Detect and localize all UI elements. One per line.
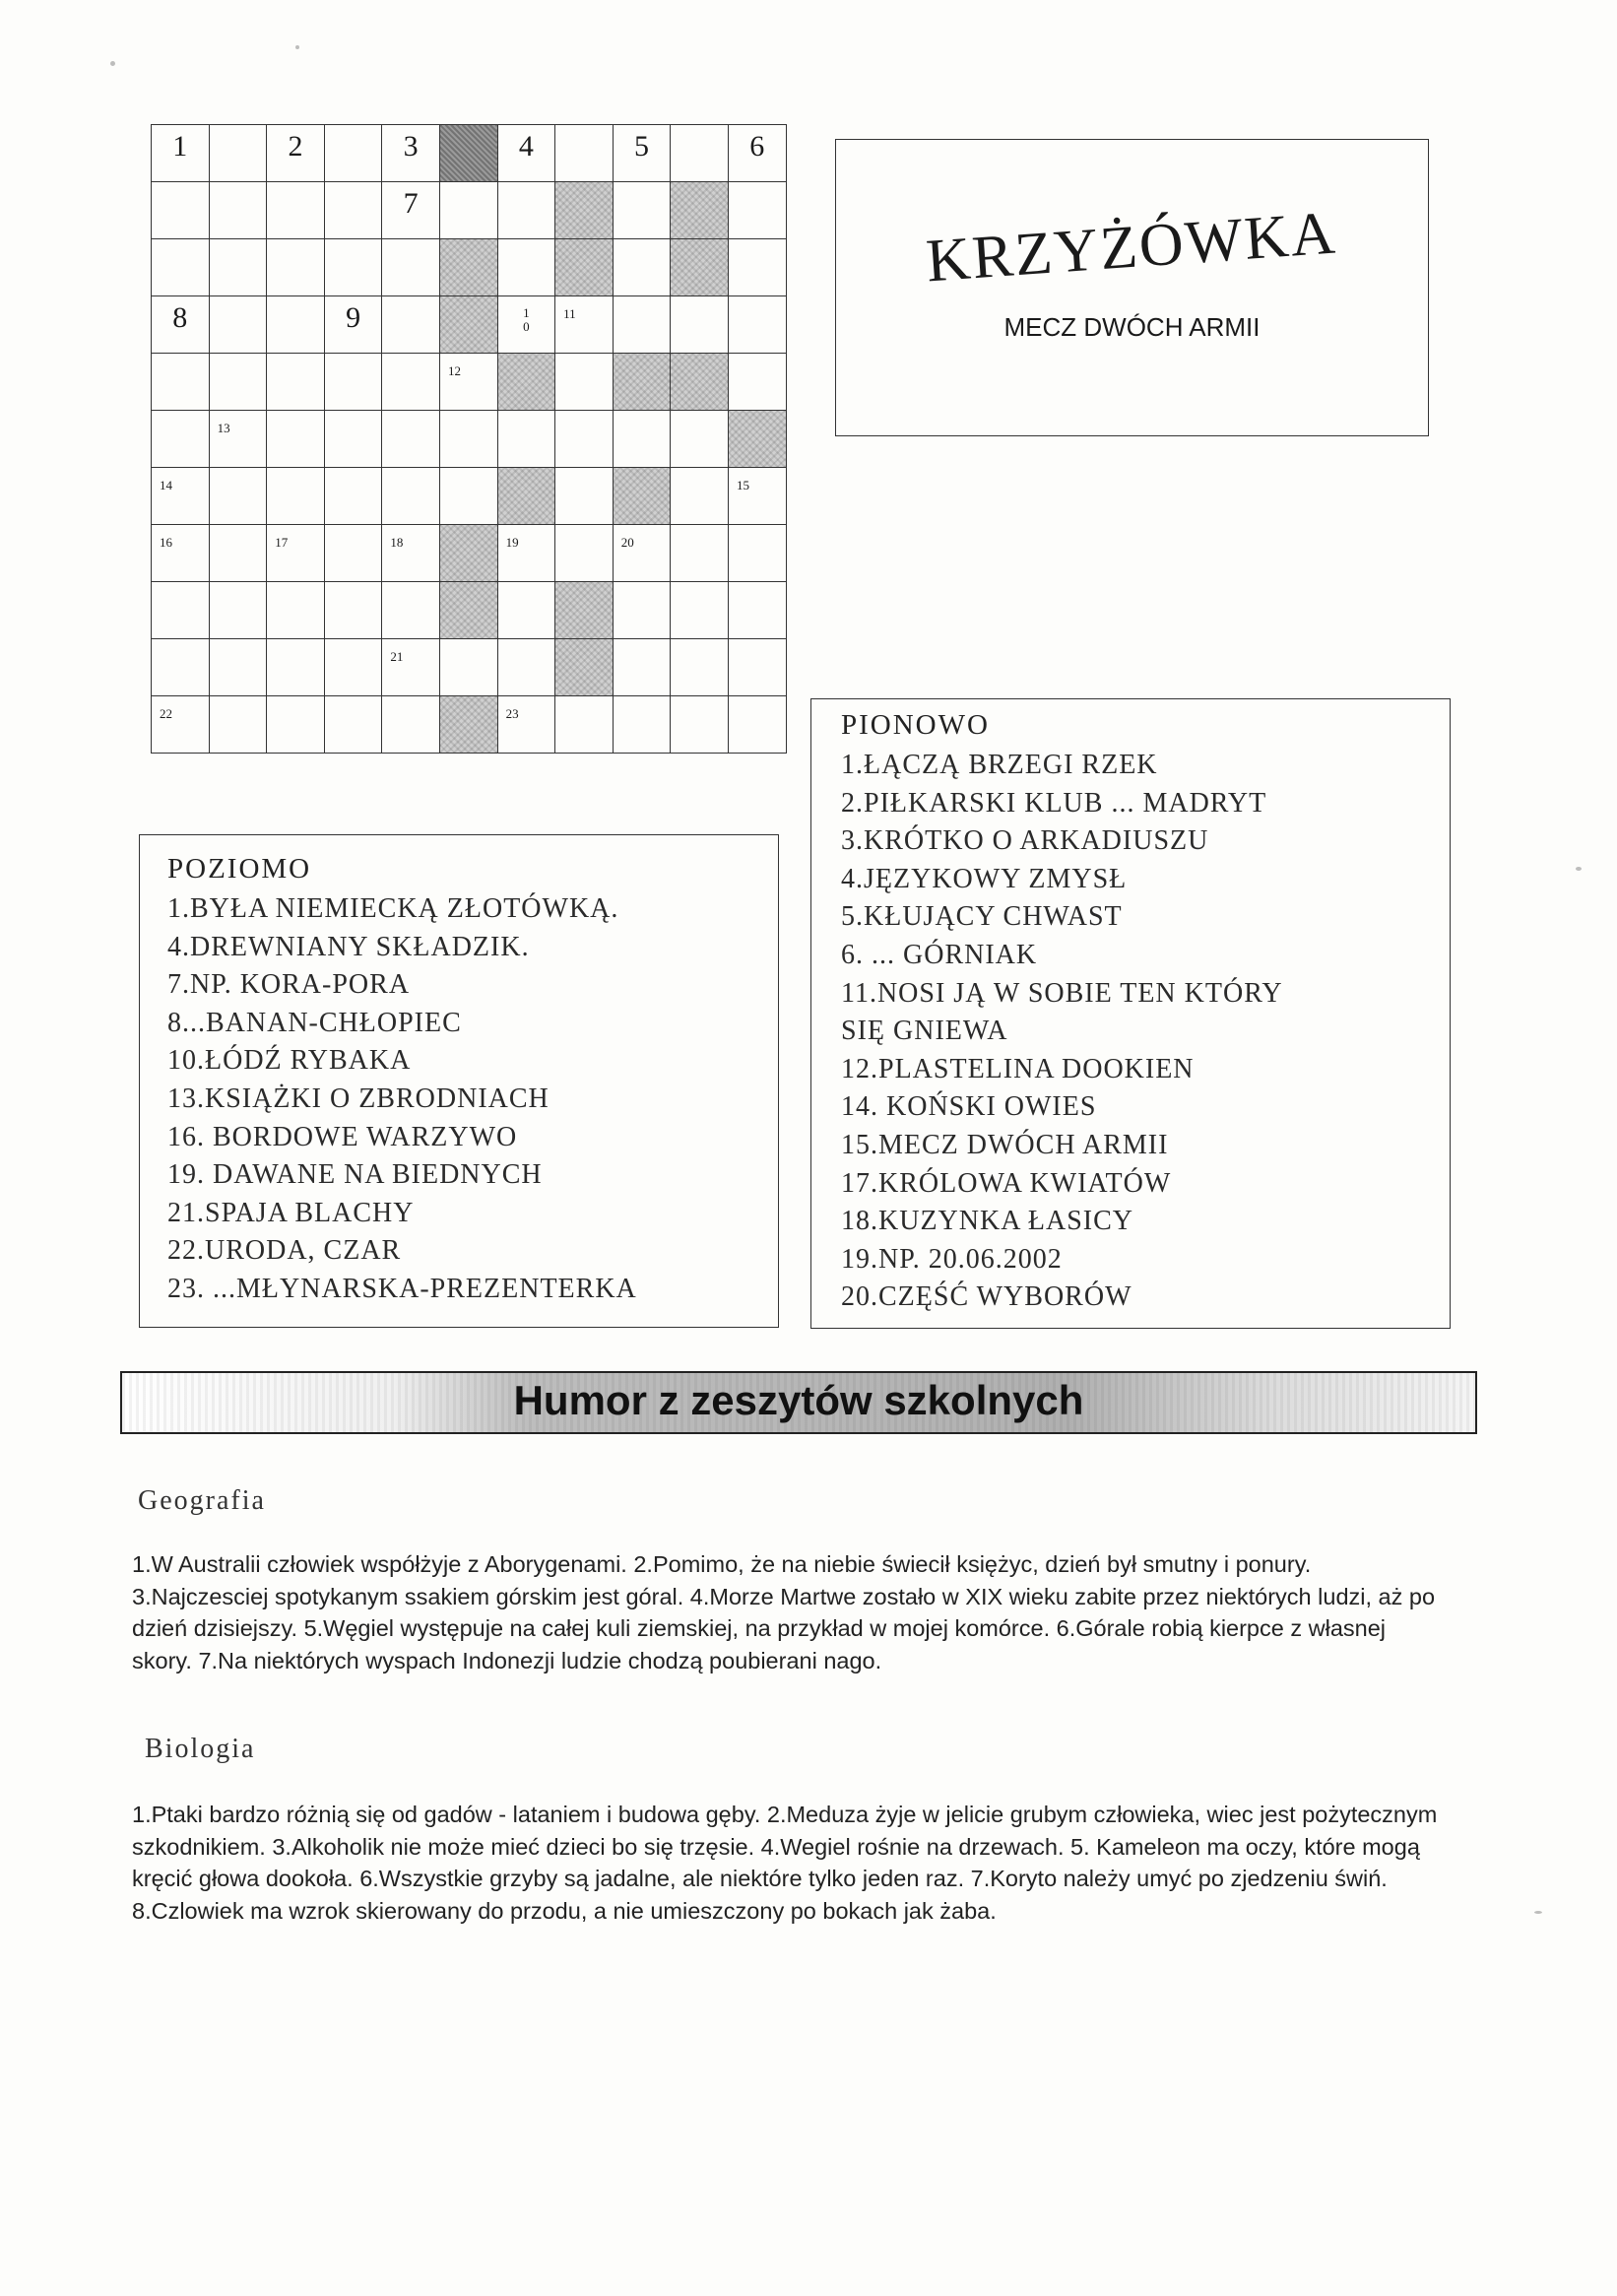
- grid-cell[interactable]: [267, 582, 325, 639]
- section-text-geografia: 1.W Australii człowiek współżyje z Aborygenami. 2.Pomimo, że na niebie świecił księżyc, dzień był smutny i ponury. 3.Najczesciej spotykanym ssakiem górskim jest góral. 4.Morze Martwe zostało w XIX wieku zabite przez niektórych ludzi, aż po dzień dzisiejszy. 5.Węgiel występuje na całej kuli ziemskiej, na przykład w mojej komórce. 6.Górale robią kierpce z własnej skory. 7.Na niektórych wyspach Indonezji ludzie chodzą poubierani nago.: [132, 1551, 1436, 1673]
- grid-cell[interactable]: [209, 525, 267, 582]
- grid-cell[interactable]: [152, 525, 210, 582]
- grid-cell[interactable]: [267, 125, 325, 182]
- grid-cell[interactable]: [439, 582, 497, 639]
- grid-cell[interactable]: [728, 411, 786, 468]
- scan-speck: [1534, 1911, 1542, 1914]
- grid-cell[interactable]: [152, 696, 210, 754]
- grid-cell[interactable]: [613, 582, 671, 639]
- grid-cell[interactable]: [555, 639, 614, 696]
- grid-cell[interactable]: [497, 182, 555, 239]
- clue-number: 14: [160, 478, 172, 492]
- grid-cell[interactable]: [613, 696, 671, 754]
- clue-item: 19.NP. 20.06.2002: [841, 1243, 1063, 1275]
- grid-cell[interactable]: [728, 125, 786, 182]
- clue-item: SIĘ GNIEWA: [841, 1016, 1008, 1047]
- grid-cell[interactable]: [671, 296, 729, 354]
- clue-number: 11: [563, 306, 576, 321]
- grid-cell[interactable]: [728, 696, 786, 754]
- across-clues-box: [139, 834, 779, 1328]
- clue-number: 21: [390, 649, 404, 664]
- clue-item: 4.DREWNIANY SKŁADZIK.: [167, 931, 530, 962]
- grid-cell[interactable]: [209, 411, 267, 468]
- clue-item: 18.KUZYNKA ŁASICY: [841, 1206, 1133, 1237]
- grid-cell[interactable]: [671, 696, 729, 754]
- grid-cell[interactable]: [209, 582, 267, 639]
- clue-item: 12.PLASTELINA DOOKIEN: [841, 1053, 1195, 1084]
- clue-number: 20: [620, 535, 634, 550]
- grid-cell[interactable]: [728, 582, 786, 639]
- humor-banner: [120, 1371, 1477, 1434]
- grid-cell[interactable]: [728, 468, 786, 525]
- grid-cell[interactable]: [555, 696, 614, 754]
- grid-cell[interactable]: [555, 182, 614, 239]
- clue-item: 20.CZĘŚĆ WYBORÓW: [841, 1281, 1132, 1313]
- grid-cell[interactable]: [439, 182, 497, 239]
- grid-cell[interactable]: [613, 525, 671, 582]
- grid-cell[interactable]: [728, 296, 786, 354]
- grid-cell[interactable]: [324, 639, 382, 696]
- clue-item: 15.MECZ DWÓCH ARMII: [841, 1129, 1169, 1160]
- grid-row: [152, 468, 787, 525]
- grid-cell[interactable]: [324, 468, 382, 525]
- clue-number: 15: [736, 478, 749, 492]
- grid-cell[interactable]: [209, 239, 267, 296]
- down-clue-list: [841, 747, 1283, 1317]
- grid-cell[interactable]: [497, 125, 555, 182]
- grid-cell[interactable]: [439, 411, 497, 468]
- grid-cell[interactable]: [209, 182, 267, 239]
- grid-cell[interactable]: [152, 582, 210, 639]
- grid-cell[interactable]: [382, 468, 440, 525]
- grid-cell[interactable]: [497, 525, 555, 582]
- grid-cell[interactable]: [613, 182, 671, 239]
- clue-item: 1.BYŁA NIEMIECKĄ ZŁOTÓWKĄ.: [167, 893, 619, 924]
- clue-item: 7.NP. KORA-PORA: [167, 969, 411, 1001]
- clue-item: 22.URODA, CZAR: [167, 1235, 402, 1267]
- grid-cell[interactable]: [324, 582, 382, 639]
- grid-cell[interactable]: [613, 468, 671, 525]
- grid-cell[interactable]: [613, 411, 671, 468]
- grid-cell[interactable]: [497, 239, 555, 296]
- grid-row: [152, 239, 787, 296]
- clue-number: 13: [217, 421, 230, 435]
- grid-cell[interactable]: [728, 182, 786, 239]
- grid-row: [152, 354, 787, 411]
- clue-item: 10.ŁÓDŹ RYBAKA: [167, 1045, 412, 1077]
- grid-cell[interactable]: [267, 239, 325, 296]
- clue-item: 6. ... GÓRNIAK: [841, 939, 1038, 970]
- grid-row: [152, 125, 787, 182]
- clue-number: 6: [749, 130, 765, 163]
- grid-cell[interactable]: [671, 468, 729, 525]
- grid-cell[interactable]: [439, 239, 497, 296]
- grid-cell[interactable]: [497, 354, 555, 411]
- clue-item: 14. KOŃSKI OWIES: [841, 1091, 1097, 1123]
- clue-number: 2: [288, 130, 303, 163]
- grid-cell[interactable]: [613, 239, 671, 296]
- clue-item: 13.KSIĄŻKI O ZBRODNIACH: [167, 1082, 550, 1114]
- clue-number: 22: [160, 706, 172, 721]
- clue-item: 2.PIŁKARSKI KLUB ... MADRYT: [841, 787, 1267, 819]
- grid-cell[interactable]: [324, 182, 382, 239]
- grid-cell[interactable]: [555, 582, 614, 639]
- grid-cell[interactable]: [382, 525, 440, 582]
- grid-row: [152, 296, 787, 354]
- grid-cell[interactable]: [497, 696, 555, 754]
- clue-item: 4.JĘZYKOWY ZMYSŁ: [841, 863, 1128, 894]
- grid-cell[interactable]: [382, 125, 440, 182]
- grid-cell[interactable]: [209, 354, 267, 411]
- grid-cell[interactable]: [671, 525, 729, 582]
- grid-cell[interactable]: [209, 125, 267, 182]
- grid-cell[interactable]: [439, 125, 497, 182]
- clue-number: 8: [172, 301, 188, 334]
- grid-cell[interactable]: [382, 582, 440, 639]
- grid-cell[interactable]: [152, 182, 210, 239]
- section-title-geografia: Geografia: [138, 1485, 266, 1516]
- clue-number: 1 0: [523, 305, 530, 334]
- grid-cell[interactable]: [439, 354, 497, 411]
- grid-cell[interactable]: [439, 639, 497, 696]
- clue-item: 19. DAWANE NA BIEDNYCH: [167, 1159, 543, 1191]
- clue-item: 5.KŁUJĄCY CHWAST: [841, 901, 1123, 933]
- grid-cell[interactable]: [555, 354, 614, 411]
- grid-row: [152, 582, 787, 639]
- grid-cell[interactable]: [209, 468, 267, 525]
- grid-cell[interactable]: [267, 296, 325, 354]
- grid-cell[interactable]: [439, 696, 497, 754]
- clue-item: 1.ŁĄCZĄ BRZEGI RZEK: [841, 750, 1158, 780]
- grid-cell[interactable]: [497, 582, 555, 639]
- grid-cell[interactable]: [728, 639, 786, 696]
- grid-cell[interactable]: [267, 354, 325, 411]
- grid-cell[interactable]: [152, 296, 210, 354]
- grid-cell[interactable]: [324, 354, 382, 411]
- down-heading: PIONOWO: [841, 709, 990, 741]
- grid-cell[interactable]: [324, 125, 382, 182]
- clue-item: 17.KRÓLOWA KWIATÓW: [841, 1167, 1172, 1199]
- grid-cell[interactable]: [728, 354, 786, 411]
- grid-cell[interactable]: [671, 411, 729, 468]
- grid-cell[interactable]: [152, 639, 210, 696]
- clue-number: 5: [634, 130, 650, 163]
- grid-cell[interactable]: [267, 468, 325, 525]
- grid-cell[interactable]: [671, 582, 729, 639]
- grid-cell[interactable]: [728, 239, 786, 296]
- grid-cell[interactable]: [382, 639, 440, 696]
- section-text-biologia: 1.Ptaki bardzo różnią się od gadów - lataniem i budowa gęby. 2.Meduza żyje w jelicie grubym człowieka, wiec jest pożytecznym szkodnikiem. 3.Alkoholik nie może mieć dzieci bo się trzęsie. 4.Wegiel rośnie na drzewach. 5. Kameleon ma oczy, które mogą kręcić głowa dookoła. 6.Wszystkie grzyby są jadalne, ale niektóre tylko jeden raz. 7.Koryto należy umyć po zjedzeniu świń. 8.Czlowiek ma wzrok skierowany do przodu, a nie umieszczony po bokach jak żaba.: [132, 1802, 1438, 1924]
- down-clues-box: [810, 698, 1451, 1329]
- clue-number: 3: [403, 130, 419, 163]
- across-clue-list: [167, 890, 637, 1309]
- grid-cell[interactable]: [382, 182, 440, 239]
- grid-cell[interactable]: [555, 239, 614, 296]
- grid-cell[interactable]: [209, 639, 267, 696]
- title-box: [835, 139, 1429, 436]
- grid-cell[interactable]: [324, 696, 382, 754]
- clue-number: 16: [160, 535, 172, 550]
- clue-item: 23. ...MŁYNARSKA-PREZENTERKA: [167, 1273, 637, 1304]
- clue-number: 19: [505, 535, 519, 550]
- grid-row: [152, 696, 787, 754]
- clue-number: 17: [275, 535, 289, 550]
- clue-number: 7: [403, 187, 419, 220]
- clue-item: 21.SPAJA BLACHY: [167, 1197, 415, 1228]
- grid-cell[interactable]: [671, 125, 729, 182]
- scan-speck: [110, 61, 115, 66]
- grid-row: [152, 411, 787, 468]
- grid-cell[interactable]: [613, 354, 671, 411]
- grid-cell[interactable]: [382, 411, 440, 468]
- grid-cell[interactable]: [613, 639, 671, 696]
- grid-cell[interactable]: [382, 354, 440, 411]
- grid-cell[interactable]: [209, 296, 267, 354]
- grid-cell[interactable]: [728, 525, 786, 582]
- grid-cell[interactable]: [267, 182, 325, 239]
- crossword-grid: [151, 124, 787, 754]
- crossword-subtitle: MECZ DWÓCH ARMII: [1003, 312, 1261, 342]
- grid-cell[interactable]: [324, 525, 382, 582]
- clue-number: 18: [390, 535, 404, 550]
- grid-cell[interactable]: [497, 639, 555, 696]
- grid-cell[interactable]: [382, 696, 440, 754]
- clue-number: 1: [172, 130, 188, 163]
- grid-cell[interactable]: [671, 239, 729, 296]
- grid-cell[interactable]: [497, 411, 555, 468]
- crossword-title: KRZYŻÓWKA: [924, 199, 1339, 295]
- clue-number: 23: [505, 706, 519, 721]
- clue-item: 8...BANAN-CHŁOPIEC: [167, 1007, 462, 1038]
- grid-cell[interactable]: [555, 525, 614, 582]
- clue-item: 16. BORDOWE WARZYWO: [167, 1121, 518, 1152]
- grid-cell[interactable]: [671, 182, 729, 239]
- grid-row: [152, 182, 787, 239]
- grid-cell[interactable]: [555, 296, 614, 354]
- grid-cell[interactable]: [324, 296, 382, 354]
- grid-cell[interactable]: [439, 468, 497, 525]
- grid-cell[interactable]: [152, 125, 210, 182]
- grid-cell[interactable]: [324, 239, 382, 296]
- grid-cell[interactable]: [555, 468, 614, 525]
- grid-cell[interactable]: [555, 125, 614, 182]
- clue-number: 4: [518, 130, 534, 163]
- clue-number: 12: [447, 363, 461, 378]
- clue-item: 3.KRÓTKO O ARKADIUSZU: [841, 825, 1209, 857]
- grid-cell[interactable]: [671, 354, 729, 411]
- grid-cell[interactable]: [439, 525, 497, 582]
- grid-cell[interactable]: [382, 296, 440, 354]
- grid-cell[interactable]: [497, 468, 555, 525]
- clue-number: 9: [346, 301, 361, 334]
- grid-cell[interactable]: [267, 411, 325, 468]
- grid-cell[interactable]: [152, 468, 210, 525]
- grid-cell[interactable]: [439, 296, 497, 354]
- grid-cell[interactable]: [152, 411, 210, 468]
- grid-cell[interactable]: [555, 411, 614, 468]
- grid-cell[interactable]: [382, 239, 440, 296]
- grid-cell[interactable]: [209, 696, 267, 754]
- grid-row: [152, 639, 787, 696]
- grid-row: [152, 525, 787, 582]
- across-heading: POZIOMO: [167, 853, 312, 885]
- section-title-biologia: Biologia: [145, 1734, 256, 1764]
- grid-cell[interactable]: [613, 296, 671, 354]
- grid-cell[interactable]: [324, 411, 382, 468]
- grid-cell[interactable]: [152, 354, 210, 411]
- grid-cell[interactable]: [267, 696, 325, 754]
- grid-cell[interactable]: [671, 639, 729, 696]
- scan-speck: [295, 45, 299, 49]
- banner-title: Humor z zeszytów szkolnych: [513, 1377, 1084, 1423]
- grid-cell[interactable]: [613, 125, 671, 182]
- grid-cell[interactable]: [267, 639, 325, 696]
- grid-cell[interactable]: [497, 296, 555, 354]
- scan-speck: [1576, 867, 1582, 871]
- grid-cell[interactable]: [267, 525, 325, 582]
- grid-cell[interactable]: [152, 239, 210, 296]
- clue-item: 11.NOSI JĄ W SOBIE TEN KTÓRY: [841, 977, 1283, 1009]
